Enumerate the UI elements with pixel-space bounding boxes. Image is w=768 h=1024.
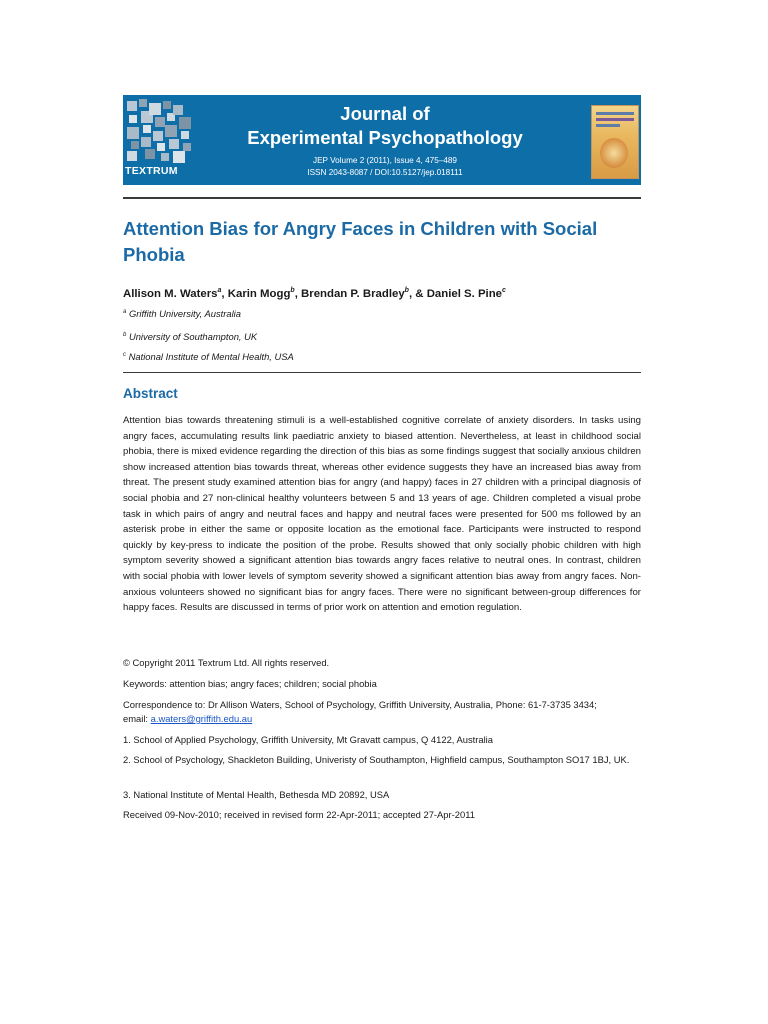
affiliation-mark: c <box>123 351 126 358</box>
logo-tile <box>169 139 179 149</box>
logo-tile <box>153 131 163 141</box>
author-affiliation-mark: b <box>290 287 295 294</box>
correspondence <box>123 698 641 726</box>
correspondence-text: Correspondence to: Dr Allison Waters, School of Psychology, Griffith University, Australia, Phone: 61-7-3735 3434; <box>123 699 597 710</box>
affiliation-note-3: 3. National Institute of Mental Health, Bethesda MD 20892, USA <box>123 789 390 800</box>
logo-tile <box>129 115 137 123</box>
logo-tile <box>145 149 155 159</box>
affiliation-text: National Institute of Mental Health, USA <box>128 351 294 362</box>
author-separator: , <box>294 287 302 300</box>
author-name: Allison M. Waters <box>123 287 218 300</box>
textrum-logo <box>123 95 197 185</box>
header-rule <box>123 197 641 199</box>
affiliation-b <box>123 331 633 342</box>
logo-tile <box>139 99 147 107</box>
logo-tile <box>161 153 169 161</box>
email-label: email: <box>123 713 151 724</box>
logo-tile <box>179 117 191 129</box>
email-link[interactable]: a.waters@griffith.edu.au <box>150 713 253 724</box>
logo-tile <box>141 137 151 147</box>
journal-title-line1: Journal of <box>340 103 430 124</box>
affiliation-mark: a <box>123 308 127 315</box>
logo-text: TEXTRUM <box>125 165 178 177</box>
author-name: Daniel S. Pine <box>426 287 503 300</box>
logo-tile <box>173 151 185 163</box>
journal-volume: JEP Volume 2 (2011), Issue 4, 475–489 <box>313 156 457 165</box>
correspondence-email-line <box>123 712 641 726</box>
logo-tile <box>165 125 177 137</box>
author-name: Karin Mogg <box>227 287 291 300</box>
logo-tile <box>183 143 191 151</box>
author-separator: , & <box>408 287 427 300</box>
logo-tile <box>127 127 139 139</box>
journal-issn-doi: ISSN 2043-8087 / DOI:10.5127/jep.018111 <box>307 168 463 177</box>
logo-tile <box>131 141 139 149</box>
affiliation-text: Griffith University, Australia <box>128 308 241 319</box>
affiliation-note-1: 1. School of Applied Psychology, Griffith University, Mt Gravatt campus, Q 4122, Australia <box>123 734 493 745</box>
author-name: Brendan P. Bradley <box>301 287 405 300</box>
logo-tile <box>173 105 183 115</box>
journal-banner <box>123 95 641 185</box>
affiliation-a <box>123 308 633 319</box>
logo-tile <box>181 131 189 139</box>
affiliation-text: University of Southampton, UK <box>128 331 258 342</box>
logo-tile <box>127 101 137 111</box>
journal-cover-image <box>591 105 639 179</box>
section-rule <box>123 372 641 373</box>
logo-tile <box>149 103 161 115</box>
received-dates: Received 09-Nov-2010; received in revised form 22-Apr-2011; accepted 27-Apr-2011 <box>123 809 475 820</box>
logo-tile <box>127 151 137 161</box>
affiliation-mark: b <box>123 331 127 338</box>
author-affiliation-mark: c <box>502 287 506 294</box>
abstract-body: Attention bias towards threatening stimuli is a well-established cognitive correlate of anxiety disorders. In tasks using angry faces, accumulating results link paediatric anxiety to biased attention. Nevertheless, at least in childhood social phobia, there is mixed evidence regarding the direction of this bias as some findings suggest that socially anxious children show increased attention bias towards threat, whereas other evidence suggests they have an increased bias away from threat. The present study examined attention bias for angry (and happy) faces in 27 children with a principal diagnosis of social phobia and 27 non-clinical healthy volunteers between 5 and 13 years of age. Children completed a visual probe task in which pairs of angry and neutral faces and happy and neutral faces were presented for 500 ms followed by an asterisk probe in either the same or opposite location as the emotional face. Participants were instructed to respond quickly by key-press to indicate the position of the probe. Results showed that only socially phobic children with high symptom severity showed a significant attention bias towards angry faces relative to neutral ones. In contrast, children with social phobia with lower levels of symptom severity showed a significant attention bias away from angry faces. Non-anxious volunteers showed no significant bias for angry faces. There were no significant between-group differences for happy faces. Results are discussed in terms of prior work on attention and emotion regulation. <box>123 415 641 614</box>
copyright: © Copyright 2011 Textrum Ltd. All rights reserved. <box>123 657 330 668</box>
journal-meta <box>245 155 525 179</box>
journal-title-line2: Experimental Psychopathology <box>247 127 523 148</box>
author-affiliation-mark: a <box>217 287 222 294</box>
logo-tile <box>157 143 165 151</box>
journal-title <box>245 102 525 150</box>
logo-tile <box>163 101 171 109</box>
author-list <box>123 287 633 300</box>
author-separator: , <box>221 287 228 300</box>
abstract-heading: Abstract <box>123 386 178 401</box>
logo-tile <box>155 117 165 127</box>
affiliation-c <box>123 351 633 362</box>
author-affiliation-mark: b <box>404 287 409 294</box>
paper-title: Attention Bias for Angry Faces in Children with Social Phobia <box>123 218 598 265</box>
affiliation-note-2: 2. School of Psychology, Shackleton Building, Univeristy of Southampton, Highfield campus, Southampton SO17 1BJ, UK. <box>123 754 630 765</box>
logo-tile <box>143 125 151 133</box>
keywords: Keywords: attention bias; angry faces; children; social phobia <box>123 678 377 689</box>
